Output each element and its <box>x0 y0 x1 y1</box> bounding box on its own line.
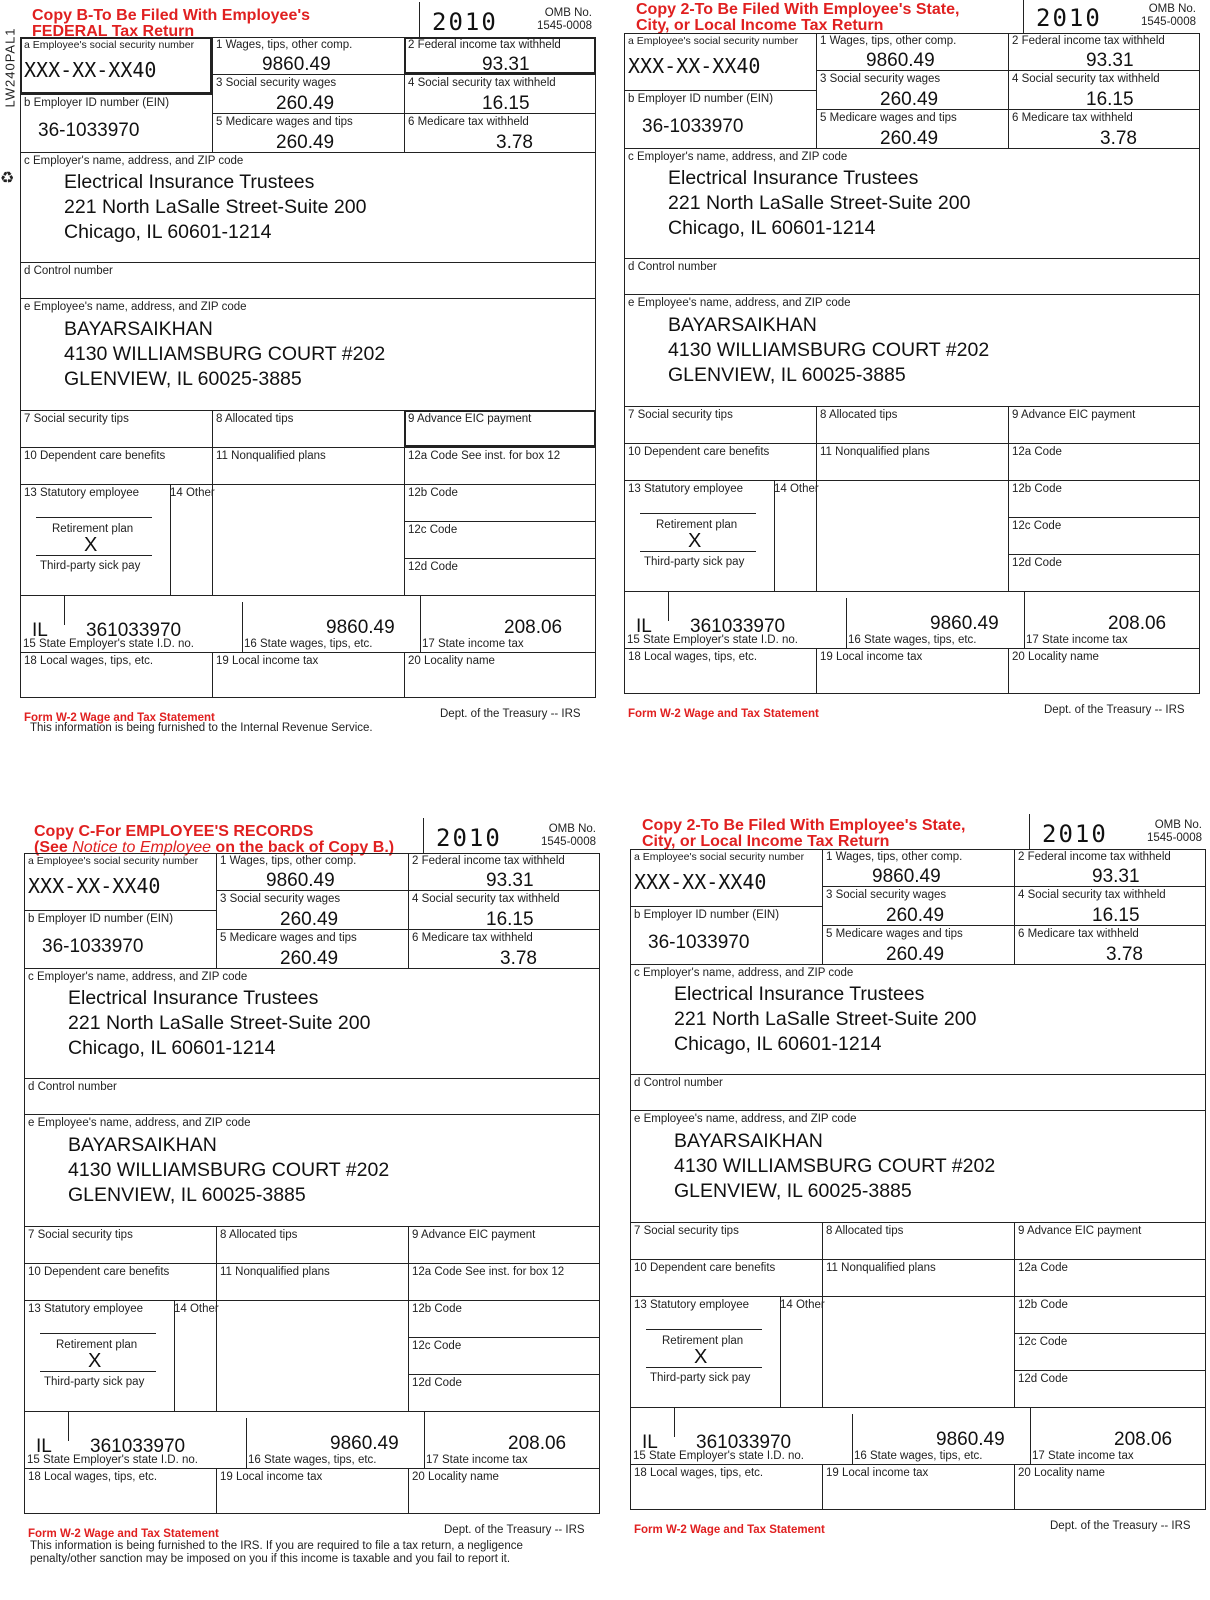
box14-label: 14 Other <box>170 487 215 499</box>
box10-label: 10 Dependent care benefits <box>28 1266 170 1278</box>
box17-label: 17 State income tax <box>1026 634 1128 646</box>
box14-label: 14 Other <box>780 1299 825 1311</box>
box20-label: 20 Locality name <box>1012 651 1099 663</box>
box4-label: 4 Social security tax withheld <box>412 893 560 905</box>
box9-label: 9 Advance EIC payment <box>408 413 532 425</box>
box6-medicare-tax: 3.78 <box>500 948 537 969</box>
employee-label: e Employee's name, address, and ZIP code <box>24 301 247 313</box>
form-name: Form W-2 Wage and Tax Statement <box>628 708 819 720</box>
employer-label: c Employer's name, address, and ZIP code <box>628 151 848 163</box>
box8-label: 8 Allocated tips <box>220 1229 298 1241</box>
box7-label: 7 Social security tips <box>634 1225 739 1237</box>
box12d-label: 12d Code <box>1018 1373 1068 1385</box>
box15-state-id: 361033970 <box>690 616 786 637</box>
emphasis-box <box>404 410 596 447</box>
box13-retirement-label: Retirement plan <box>52 523 134 535</box>
emphasis-box <box>20 37 212 94</box>
box12a-label: 12a Code See inst. for box 12 <box>408 450 561 462</box>
box2-label: 2 Federal income tax withheld <box>1012 35 1165 47</box>
employee-address: BAYARSAIKHAN 4130 WILLIAMSBURG COURT #202 GLENVIEW, IL 60025-3885 <box>668 314 990 386</box>
box5-label: 5 Medicare wages and tips <box>826 928 963 940</box>
box4-label: 4 Social security tax withheld <box>1018 889 1166 901</box>
employer-address: Electrical Insurance Trustees 221 North LaSalle Street-Suite 200 Chicago, IL 60601-1214 <box>674 983 977 1055</box>
box12c-label: 12c Code <box>408 524 458 536</box>
box15-state: IL <box>636 616 652 637</box>
box15-state-id: 361033970 <box>90 1436 186 1457</box>
copy-2-top-title: Copy 2-To Be Filed With Employee's State, City, or Local Income Tax Return <box>636 1 960 34</box>
employer-label: c Employer's name, address, and ZIP code <box>634 967 854 979</box>
box9-label: 9 Advance EIC payment <box>412 1229 536 1241</box>
box18-label: 18 Local wages, tips, etc. <box>24 655 154 667</box>
emphasis-box <box>404 37 596 74</box>
employee-label: e Employee's name, address, and ZIP code <box>634 1113 857 1125</box>
box16-state-wages: 9860.49 <box>330 1433 399 1454</box>
box20-label: 20 Locality name <box>412 1471 499 1483</box>
box10-label: 10 Dependent care benefits <box>24 450 166 462</box>
box8-label: 8 Allocated tips <box>820 409 898 421</box>
ein-label: b Employer ID number (EIN) <box>634 909 780 921</box>
employer-label: c Employer's name, address, and ZIP code <box>24 155 244 167</box>
box16-label: 16 State wages, tips, etc. <box>248 1454 377 1466</box>
box11-label: 11 Nonqualified plans <box>216 450 326 462</box>
ssn-label: a Employee's social security number <box>24 39 195 51</box>
box10-label: 10 Dependent care benefits <box>628 446 770 458</box>
box5-label: 5 Medicare wages and tips <box>820 112 957 124</box>
box12a-label: 12a Code <box>1012 446 1062 458</box>
box4-ss-tax: 16.15 <box>482 93 530 114</box>
omb-number: OMB No. 1545-0008 <box>537 7 592 32</box>
box17-label: 17 State income tax <box>1032 1450 1134 1462</box>
box2-fed-tax: 93.31 <box>1086 50 1134 71</box>
retirement-plan-mark: X <box>688 530 702 552</box>
box5-label: 5 Medicare wages and tips <box>216 116 353 128</box>
box3-ss-wages: 260.49 <box>886 905 945 926</box>
box15-state-id: 361033970 <box>696 1432 792 1453</box>
box2-label: 2 Federal income tax withheld <box>408 39 561 51</box>
box12d-label: 12d Code <box>1012 557 1062 569</box>
box11-label: 11 Nonqualified plans <box>826 1262 936 1274</box>
box17-state-tax: 208.06 <box>1114 1429 1173 1450</box>
copy-2-bottom-title: Copy 2-To Be Filed With Employee's State, City, or Local Income Tax Return <box>642 817 966 850</box>
box4-label: 4 Social security tax withheld <box>408 77 556 89</box>
box13-label: 13 Statutory employee <box>628 483 744 495</box>
employee-address: BAYARSAIKHAN 4130 WILLIAMSBURG COURT #202 GLENVIEW, IL 60025-3885 <box>674 1130 996 1202</box>
box12d-label: 12d Code <box>408 561 458 573</box>
box17-state-tax: 208.06 <box>504 617 563 638</box>
box7-label: 7 Social security tips <box>28 1229 133 1241</box>
box15-state-id: 361033970 <box>86 620 182 641</box>
box16-state-wages: 9860.49 <box>930 613 999 634</box>
ssn-label: a Employee's social security number <box>28 855 199 867</box>
treasury-dept: Dept. of the Treasury -- IRS <box>1050 1520 1191 1532</box>
box2-label: 2 Federal income tax withheld <box>412 855 565 867</box>
copy-c-title: Copy C-For EMPLOYEE'S RECORDS (See Notice to Employee on the back of Copy B.) <box>34 823 395 856</box>
box13-retirement-label: Retirement plan <box>56 1339 138 1351</box>
employee-ssn: XXX-XX-XX40 <box>24 58 157 82</box>
ein-label: b Employer ID number (EIN) <box>24 97 170 109</box>
employee-label: e Employee's name, address, and ZIP code <box>628 297 851 309</box>
box4-ss-tax: 16.15 <box>1092 905 1140 926</box>
employer-ein: 36-1033970 <box>642 116 744 137</box>
box13-divider <box>174 1300 175 1411</box>
box5-label: 5 Medicare wages and tips <box>220 932 357 944</box>
box18-label: 18 Local wages, tips, etc. <box>28 1471 158 1483</box>
box1-wages: 9860.49 <box>872 866 941 887</box>
box6-medicare-tax: 3.78 <box>496 132 533 153</box>
box4-ss-tax: 16.15 <box>1086 89 1134 110</box>
box6-medicare-tax: 3.78 <box>1106 944 1143 965</box>
box5-medicare-wages: 260.49 <box>886 944 945 965</box>
box10-label: 10 Dependent care benefits <box>634 1262 776 1274</box>
box6-medicare-tax: 3.78 <box>1100 128 1137 149</box>
box12b-label: 12b Code <box>412 1303 462 1315</box>
omb-number: OMB No. 1545-0008 <box>1141 3 1196 28</box>
box12d-label: 12d Code <box>412 1377 462 1389</box>
box15-state: IL <box>642 1432 658 1453</box>
employee-address: BAYARSAIKHAN 4130 WILLIAMSBURG COURT #202 GLENVIEW, IL 60025-3885 <box>68 1134 390 1206</box>
box1-wages: 9860.49 <box>262 54 331 75</box>
box17-label: 17 State income tax <box>426 1454 528 1466</box>
treasury-dept: Dept. of the Treasury -- IRS <box>440 708 581 720</box>
box18-label: 18 Local wages, tips, etc. <box>628 651 758 663</box>
box15-state: IL <box>36 1436 52 1457</box>
box4-label: 4 Social security tax withheld <box>1012 73 1160 85</box>
box12b-label: 12b Code <box>1012 483 1062 495</box>
box12c-label: 12c Code <box>1018 1336 1068 1348</box>
ssn-label: a Employee's social security number <box>628 35 799 47</box>
box13-sick-pay-label: Third-party sick pay <box>650 1372 751 1384</box>
box3-ss-wages: 260.49 <box>276 93 335 114</box>
box2-fed-tax: 93.31 <box>1092 866 1140 887</box>
box5-medicare-wages: 260.49 <box>280 948 339 969</box>
employee-address: BAYARSAIKHAN 4130 WILLIAMSBURG COURT #202 GLENVIEW, IL 60025-3885 <box>64 318 386 390</box>
box1-label: 1 Wages, tips, other comp. <box>216 39 353 51</box>
box5-medicare-wages: 260.49 <box>276 132 335 153</box>
box12a-label: 12a Code <box>1018 1262 1068 1274</box>
box17-label: 17 State income tax <box>422 638 524 650</box>
control-number-label: d Control number <box>634 1077 723 1089</box>
ein-label: b Employer ID number (EIN) <box>628 93 774 105</box>
box13-sick-pay-label: Third-party sick pay <box>644 556 745 568</box>
box9-label: 9 Advance EIC payment <box>1012 409 1136 421</box>
box11-label: 11 Nonqualified plans <box>820 446 930 458</box>
retirement-plan-mark: X <box>84 534 98 556</box>
box3-ss-wages: 260.49 <box>280 909 339 930</box>
box18-label: 18 Local wages, tips, etc. <box>634 1467 764 1479</box>
copy-b-title: Copy B-To Be Filed With Employee's FEDERAL Tax Return <box>32 7 311 40</box>
retirement-plan-mark: X <box>88 1350 102 1372</box>
box6-label: 6 Medicare tax withheld <box>408 116 529 128</box>
box13-label: 13 Statutory employee <box>24 487 140 499</box>
box6-label: 6 Medicare tax withheld <box>412 932 533 944</box>
box12b-label: 12b Code <box>408 487 458 499</box>
employee-ssn: XXX-XX-XX40 <box>28 874 161 898</box>
employer-ein: 36-1033970 <box>38 120 140 141</box>
employer-address: Electrical Insurance Trustees 221 North LaSalle Street-Suite 200 Chicago, IL 60601-1214 <box>68 987 371 1059</box>
box20-label: 20 Locality name <box>1018 1467 1105 1479</box>
box19-label: 19 Local income tax <box>826 1467 929 1479</box>
box13-divider <box>774 480 775 591</box>
employee-label: e Employee's name, address, and ZIP code <box>28 1117 251 1129</box>
employer-address: Electrical Insurance Trustees 221 North LaSalle Street-Suite 200 Chicago, IL 60601-1214 <box>668 167 971 239</box>
box12a-label: 12a Code See inst. for box 12 <box>412 1266 565 1278</box>
tax-year: 2010 <box>432 8 498 36</box>
control-number-label: d Control number <box>628 261 717 273</box>
box11-label: 11 Nonqualified plans <box>220 1266 330 1278</box>
box12b-label: 12b Code <box>1018 1299 1068 1311</box>
recycle-icon: ♻ <box>0 170 15 187</box>
box15-label: 15 State Employer's state I.D. no. <box>27 1454 198 1466</box>
employee-ssn: XXX-XX-XX40 <box>634 870 767 894</box>
employee-ssn: XXX-XX-XX40 <box>628 54 761 78</box>
box1-label: 1 Wages, tips, other comp. <box>220 855 357 867</box>
box3-ss-wages: 260.49 <box>880 89 939 110</box>
box12c-label: 12c Code <box>412 1340 462 1352</box>
box16-label: 16 State wages, tips, etc. <box>854 1450 983 1462</box>
form-name: Form W-2 Wage and Tax Statement <box>24 712 215 724</box>
box16-label: 16 State wages, tips, etc. <box>848 634 977 646</box>
tax-year: 2010 <box>1036 4 1102 32</box>
box3-label: 3 Social security wages <box>826 889 947 901</box>
box13-label: 13 Statutory employee <box>28 1303 144 1315</box>
box16-state-wages: 9860.49 <box>936 1429 1005 1450</box>
treasury-dept: Dept. of the Treasury -- IRS <box>1044 704 1185 716</box>
box16-state-wages: 9860.49 <box>326 617 395 638</box>
box16-label: 16 State wages, tips, etc. <box>244 638 373 650</box>
form-name: Form W-2 Wage and Tax Statement <box>634 1524 825 1536</box>
tax-year: 2010 <box>436 824 502 852</box>
box15-label: 15 State Employer's state I.D. no. <box>633 1450 804 1462</box>
employer-ein: 36-1033970 <box>648 932 750 953</box>
box1-label: 1 Wages, tips, other comp. <box>820 35 957 47</box>
box14-label: 14 Other <box>174 1303 219 1315</box>
box9-label: 9 Advance EIC payment <box>1018 1225 1142 1237</box>
box14-label: 14 Other <box>774 483 819 495</box>
employer-label: c Employer's name, address, and ZIP code <box>28 971 248 983</box>
box5-medicare-wages: 260.49 <box>880 128 939 149</box>
box13-sick-pay-label: Third-party sick pay <box>40 560 141 572</box>
form-name: Form W-2 Wage and Tax Statement <box>28 1528 219 1540</box>
box12c-label: 12c Code <box>1012 520 1062 532</box>
box8-label: 8 Allocated tips <box>826 1225 904 1237</box>
box13-divider <box>170 484 171 595</box>
box20-label: 20 Locality name <box>408 655 495 667</box>
box1-wages: 9860.49 <box>266 870 335 891</box>
omb-number: OMB No. 1545-0008 <box>1147 819 1202 844</box>
box13-divider <box>780 1296 781 1407</box>
box15-state: IL <box>32 620 48 641</box>
tax-year: 2010 <box>1042 820 1108 848</box>
employer-address: Electrical Insurance Trustees 221 North LaSalle Street-Suite 200 Chicago, IL 60601-1214 <box>64 171 367 243</box>
box19-label: 19 Local income tax <box>220 1471 323 1483</box>
box13-retirement-label: Retirement plan <box>662 1335 744 1347</box>
box13-label: 13 Statutory employee <box>634 1299 750 1311</box>
box13-sick-pay-label: Third-party sick pay <box>44 1376 145 1388</box>
box2-label: 2 Federal income tax withheld <box>1018 851 1171 863</box>
ein-label: b Employer ID number (EIN) <box>28 913 174 925</box>
box7-label: 7 Social security tips <box>24 413 129 425</box>
box6-label: 6 Medicare tax withheld <box>1018 928 1139 940</box>
ssn-label: a Employee's social security number <box>634 851 805 863</box>
box6-label: 6 Medicare tax withheld <box>1012 112 1133 124</box>
control-number-label: d Control number <box>28 1081 117 1093</box>
employer-ein: 36-1033970 <box>42 936 144 957</box>
copy-c-note: This information is being furnished to the IRS. If you are required to file a tax return, a negligence penalty/other sanction may be imposed on you if this income is taxable and you fail to report it. <box>30 1540 523 1565</box>
box17-state-tax: 208.06 <box>508 1433 567 1454</box>
box3-label: 3 Social security wages <box>220 893 341 905</box>
box3-label: 3 Social security wages <box>216 77 337 89</box>
box15-label: 15 State Employer's state I.D. no. <box>23 638 194 650</box>
box8-label: 8 Allocated tips <box>216 413 294 425</box>
box2-fed-tax: 93.31 <box>486 870 534 891</box>
box3-label: 3 Social security wages <box>820 73 941 85</box>
omb-number: OMB No. 1545-0008 <box>541 823 596 848</box>
control-number-label: d Control number <box>24 265 113 277</box>
box1-label: 1 Wages, tips, other comp. <box>826 851 963 863</box>
form-code-vertical: LW240PAL1 <box>2 27 18 108</box>
box4-ss-tax: 16.15 <box>486 909 534 930</box>
box17-state-tax: 208.06 <box>1108 613 1167 634</box>
retirement-plan-mark: X <box>694 1346 708 1368</box>
box2-fed-tax: 93.31 <box>482 54 530 75</box>
copy-b-note: This information is being furnished to the Internal Revenue Service. <box>30 722 373 734</box>
box19-label: 19 Local income tax <box>216 655 319 667</box>
box19-label: 19 Local income tax <box>820 651 923 663</box>
box15-label: 15 State Employer's state I.D. no. <box>627 634 798 646</box>
treasury-dept: Dept. of the Treasury -- IRS <box>444 1524 585 1536</box>
box7-label: 7 Social security tips <box>628 409 733 421</box>
box1-wages: 9860.49 <box>866 50 935 71</box>
box13-retirement-label: Retirement plan <box>656 519 738 531</box>
